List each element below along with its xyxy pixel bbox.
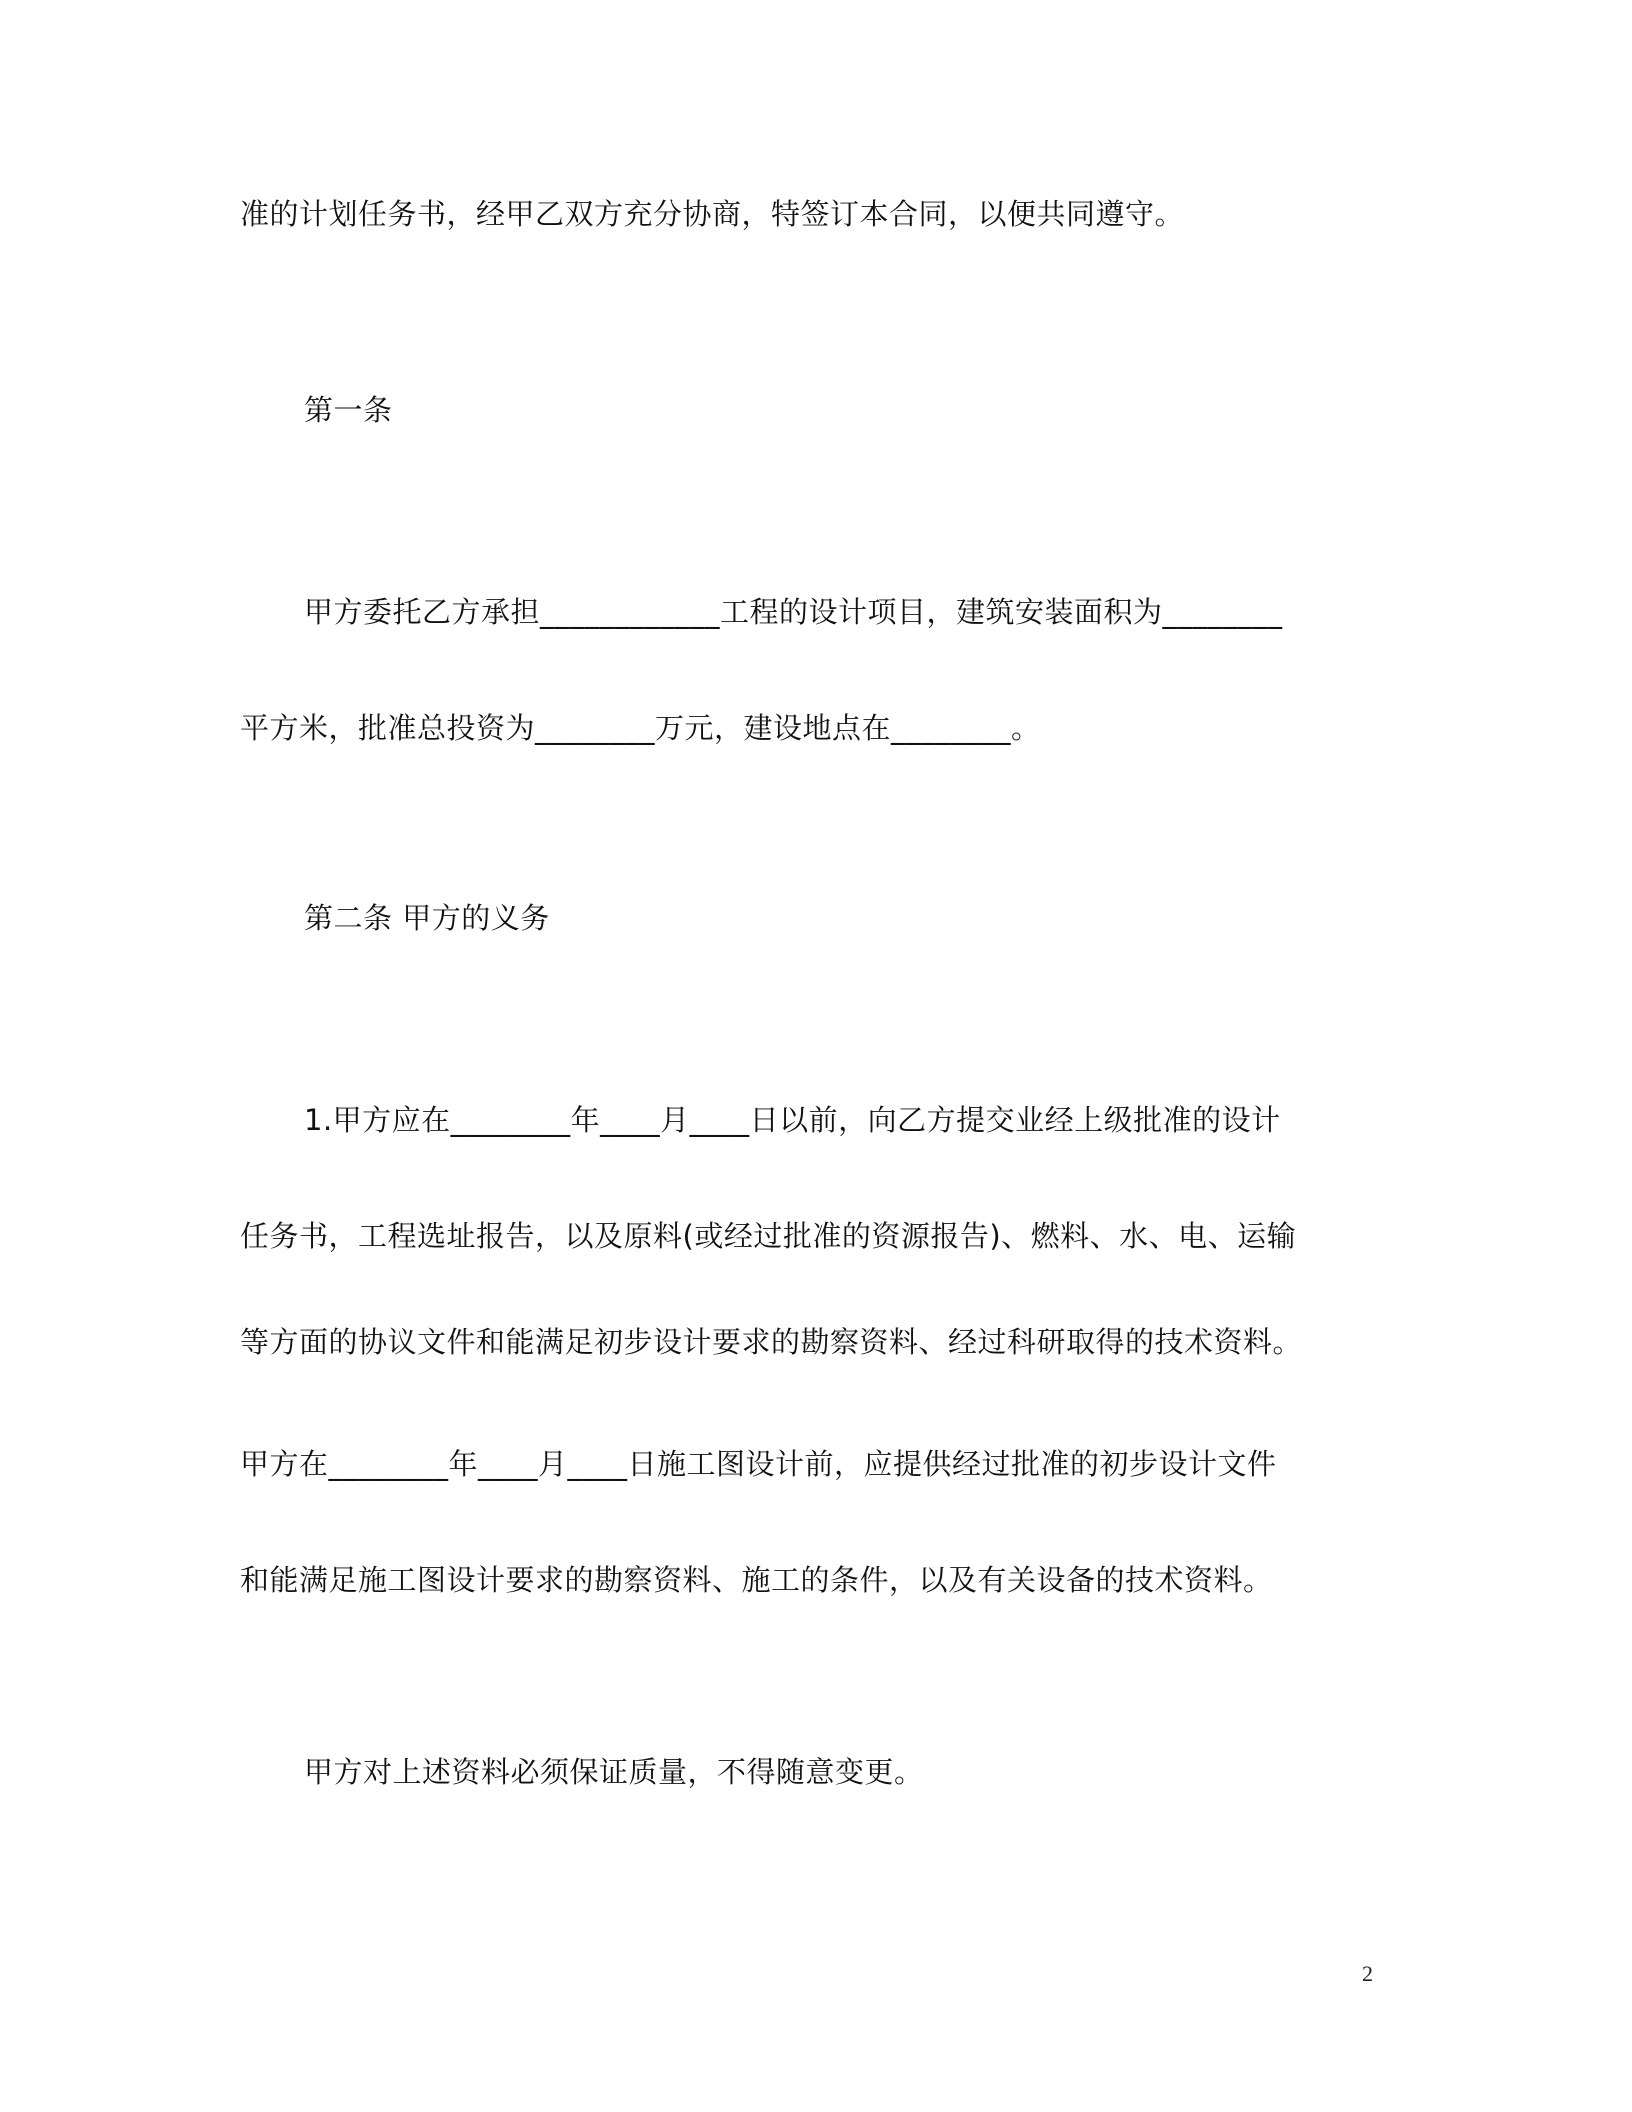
page-number: 2: [1362, 1961, 1373, 1986]
article-heading: 第二条 甲方的义务: [304, 901, 550, 935]
paragraph-line: 甲方委托乙方承担____________工程的设计项目，建筑安装面积为________: [304, 595, 1283, 629]
paragraph-line: 和能满足施工图设计要求的勘察资料、施工的条件，以及有关设备的技术资料。: [240, 1563, 1273, 1597]
paragraph-line: 等方面的协议文件和能满足初步设计要求的勘察资料、经过科研取得的技术资料。: [240, 1325, 1303, 1359]
paragraph-line: 准的计划任务书，经甲乙双方充分协商，特签订本合同，以便共同遵守。: [240, 197, 1185, 231]
paragraph-line: 甲方对上述资料必须保证质量，不得随意变更。: [304, 1755, 924, 1789]
paragraph-line: 1.甲方应在________年____月____日以前，向乙方提交业经上级批准的设计: [304, 1103, 1281, 1137]
paragraph-line: 平方米，批准总投资为________万元，建设地点在________。: [240, 711, 1041, 745]
paragraph-line: 任务书，工程选址报告，以及原料(或经过批准的资源报告)、燃料、水、电、运输: [240, 1219, 1297, 1253]
paragraph-line: 甲方在________年____月____日施工图设计前，应提供经过批准的初步设计文件: [240, 1447, 1277, 1481]
article-heading: 第一条: [304, 393, 393, 427]
